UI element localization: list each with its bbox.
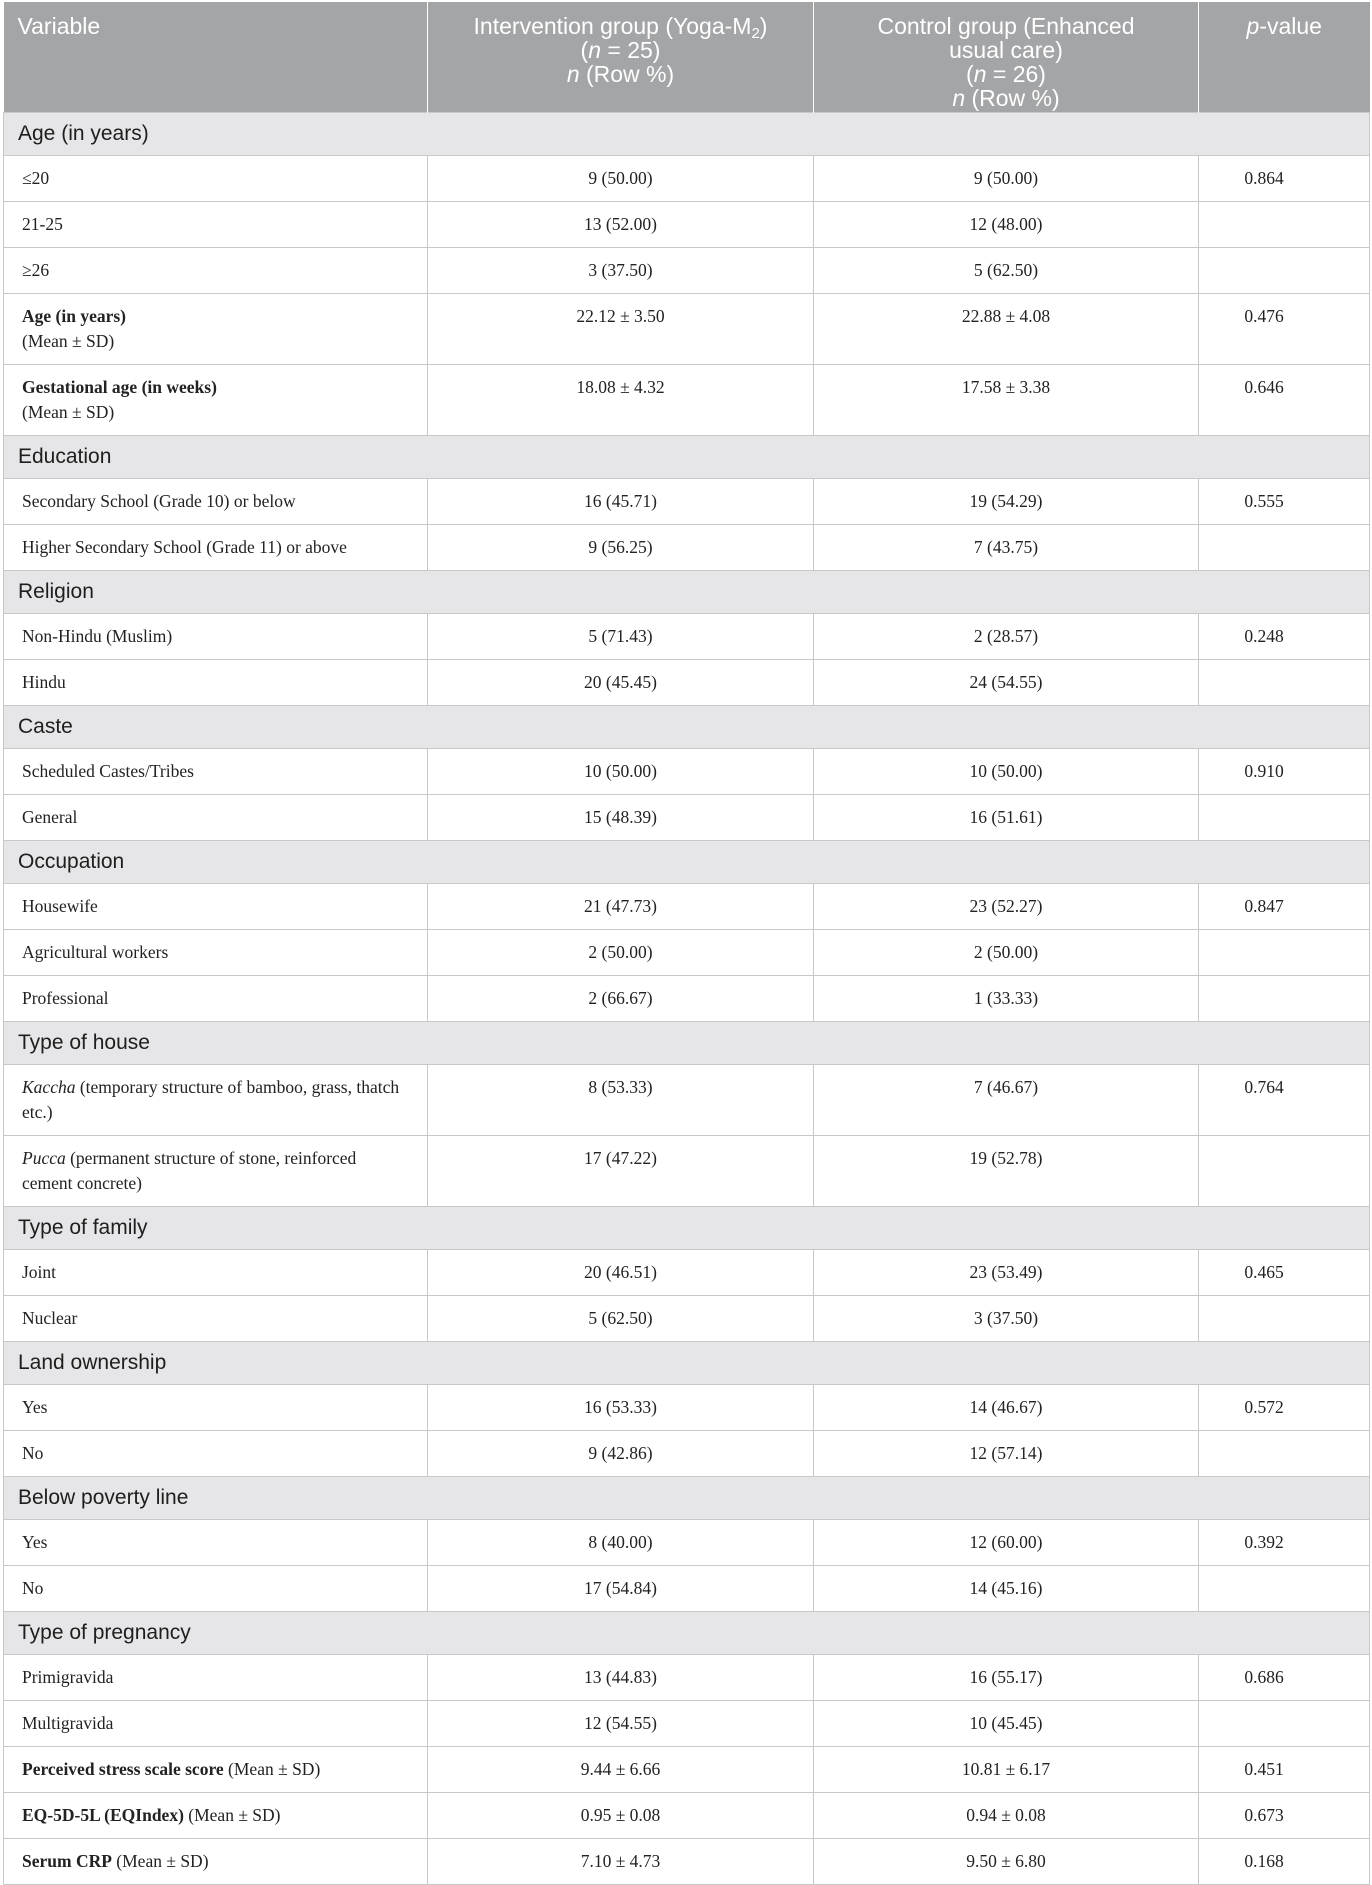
section-row-religion: Religion	[4, 570, 1370, 613]
header-pvalue: p-value	[1199, 2, 1370, 112]
table-row: ≤20 9 (50.00) 9 (50.00) 0.864	[4, 155, 1370, 201]
table-row: General 15 (48.39) 16 (51.61)	[4, 794, 1370, 840]
table-row: No 9 (42.86) 12 (57.14)	[4, 1430, 1370, 1476]
section-row-bpl: Below poverty line	[4, 1476, 1370, 1519]
table-row: Yes 16 (53.33) 14 (46.67) 0.572	[4, 1384, 1370, 1430]
table-row: Perceived stress scale score (Mean ± SD) 9.44 ± 6.66 10.81 ± 6.17 0.451	[4, 1746, 1370, 1792]
table-row: Yes 8 (40.00) 12 (60.00) 0.392	[4, 1519, 1370, 1565]
table-row: Non-Hindu (Muslim) 5 (71.43) 2 (28.57) 0.248	[4, 613, 1370, 659]
table-row: Hindu 20 (45.45) 24 (54.55)	[4, 659, 1370, 705]
table-row: ≥26 3 (37.50) 5 (62.50)	[4, 247, 1370, 293]
table-row: EQ-5D-5L (EQIndex) (Mean ± SD) 0.95 ± 0.08 0.94 ± 0.08 0.673	[4, 1792, 1370, 1838]
table-row: Serum CRP (Mean ± SD) 7.10 ± 4.73 9.50 ± 6.80 0.168	[4, 1838, 1370, 1884]
table-row: Agricultural workers 2 (50.00) 2 (50.00)	[4, 929, 1370, 975]
table-row: Multigravida 12 (54.55) 10 (45.45)	[4, 1700, 1370, 1746]
table-row: Secondary School (Grade 10) or below 16 (45.71) 19 (54.29) 0.555	[4, 478, 1370, 524]
baseline-characteristics-table	[3, 2, 1370, 1885]
table-row: Pucca (permanent structure of stone, reinforced cement concrete) 17 (47.22) 19 (52.78)	[4, 1135, 1370, 1206]
table-row: Kaccha (temporary structure of bamboo, grass, thatch etc.) 8 (53.33) 7 (46.67) 0.764	[4, 1064, 1370, 1135]
table-row: No 17 (54.84) 14 (45.16)	[4, 1565, 1370, 1611]
table-row: Nuclear 5 (62.50) 3 (37.50)	[4, 1295, 1370, 1341]
table-row: Higher Secondary School (Grade 11) or above 9 (56.25) 7 (43.75)	[4, 524, 1370, 570]
section-row-house: Type of house	[4, 1021, 1370, 1064]
header-row	[4, 2, 1370, 112]
table-row: 21-25 13 (52.00) 12 (48.00)	[4, 201, 1370, 247]
table-row: Age (in years) (Mean ± SD) 22.12 ± 3.50 22.88 ± 4.08 0.476	[4, 293, 1370, 364]
section-row-caste: Caste	[4, 705, 1370, 748]
table-row: Housewife 21 (47.73) 23 (52.27) 0.847	[4, 883, 1370, 929]
header-variable: Variable	[4, 2, 428, 112]
table-row: Professional 2 (66.67) 1 (33.33)	[4, 975, 1370, 1021]
table-row: Gestational age (in weeks) (Mean ± SD) 18.08 ± 4.32 17.58 ± 3.38 0.646	[4, 364, 1370, 435]
header-control: Control group (Enhanced usual care) (n = 26) n (Row %)	[814, 2, 1199, 112]
table-row: Joint 20 (46.51) 23 (53.49) 0.465	[4, 1249, 1370, 1295]
section-row-family: Type of family	[4, 1206, 1370, 1249]
section-row-education: Education	[4, 435, 1370, 478]
section-row-land: Land ownership	[4, 1341, 1370, 1384]
section-row-age: Age (in years)	[4, 112, 1370, 155]
header-intervention: Intervention group $(Yoga-M_2)$ (n = 25) n (Row %)	[428, 2, 814, 112]
table-row: Scheduled Castes/Tribes 10 (50.00) 10 (50.00) 0.910	[4, 748, 1370, 794]
table-row: Primigravida 13 (44.83) 16 (55.17) 0.686	[4, 1654, 1370, 1700]
section-row-pregnancy: Type of pregnancy	[4, 1611, 1370, 1654]
section-row-occupation: Occupation	[4, 840, 1370, 883]
